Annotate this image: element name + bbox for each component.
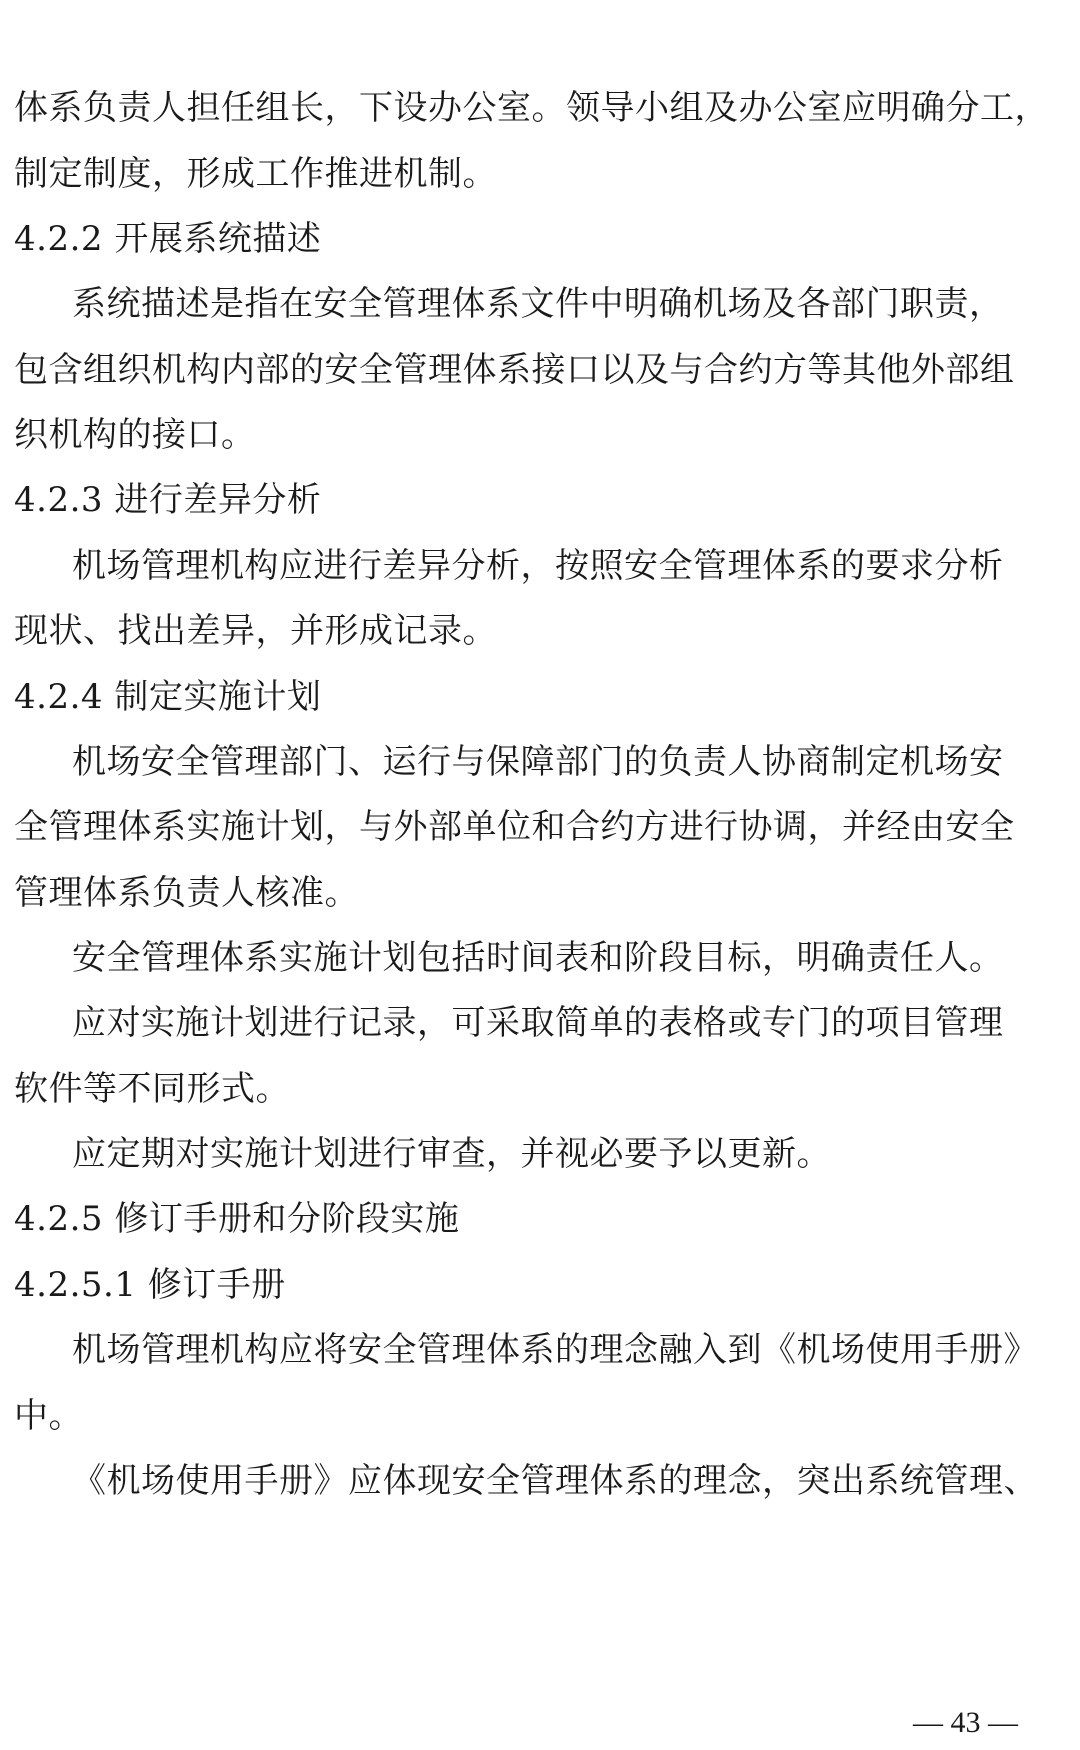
section-heading-4-2-4: 4.2.4 制定实施计划 (14, 677, 322, 717)
body-text-line: 管理体系负责人核准。 (14, 873, 359, 913)
body-text-line: 机场管理机构应将安全管理体系的理念融入到《机场使用手册》 (72, 1330, 1038, 1370)
body-text-line: 制定制度，形成工作推进机制。 (14, 154, 497, 194)
section-heading-4-2-2: 4.2.2 开展系统描述 (14, 219, 322, 259)
body-text-line: 软件等不同形式。 (14, 1069, 290, 1109)
section-heading-4-2-5: 4.2.5 修订手册和分阶段实施 (14, 1199, 460, 1239)
section-heading-4-2-5-1: 4.2.5.1 修订手册 (14, 1265, 286, 1305)
body-text-line: 织机构的接口。 (14, 415, 256, 455)
body-text-line: 体系负责人担任组长，下设办公室。领导小组及办公室应明确分工， (14, 88, 1049, 128)
body-text-line: 机场安全管理部门、运行与保障部门的负责人协商制定机场安 (72, 742, 1004, 782)
body-text-line: 全管理体系实施计划，与外部单位和合约方进行协调，并经由安全 (14, 807, 1015, 847)
body-text-line: 现状、找出差异，并形成记录。 (14, 611, 497, 651)
body-text-line: 系统描述是指在安全管理体系文件中明确机场及各部门职责， (72, 284, 1004, 324)
body-text-line: 机场管理机构应进行差异分析，按照安全管理体系的要求分析 (72, 546, 1004, 586)
section-heading-4-2-3: 4.2.3 进行差异分析 (14, 480, 322, 520)
body-text-line: 应对实施计划进行记录，可采取简单的表格或专门的项目管理 (72, 1003, 1004, 1043)
body-text-line: 包含组织机构内部的安全管理体系接口以及与合约方等其他外部组 (14, 350, 1015, 390)
body-text-line: 应定期对实施计划进行审查，并视必要予以更新。 (72, 1134, 831, 1174)
body-text-line: 安全管理体系实施计划包括时间表和阶段目标，明确责任人。 (72, 938, 1004, 978)
body-text-line: 中。 (14, 1396, 83, 1436)
page-number: — 43 — (913, 1706, 1018, 1739)
body-text-line: 《机场使用手册》应体现安全管理体系的理念，突出系统管理、 (72, 1461, 1038, 1501)
